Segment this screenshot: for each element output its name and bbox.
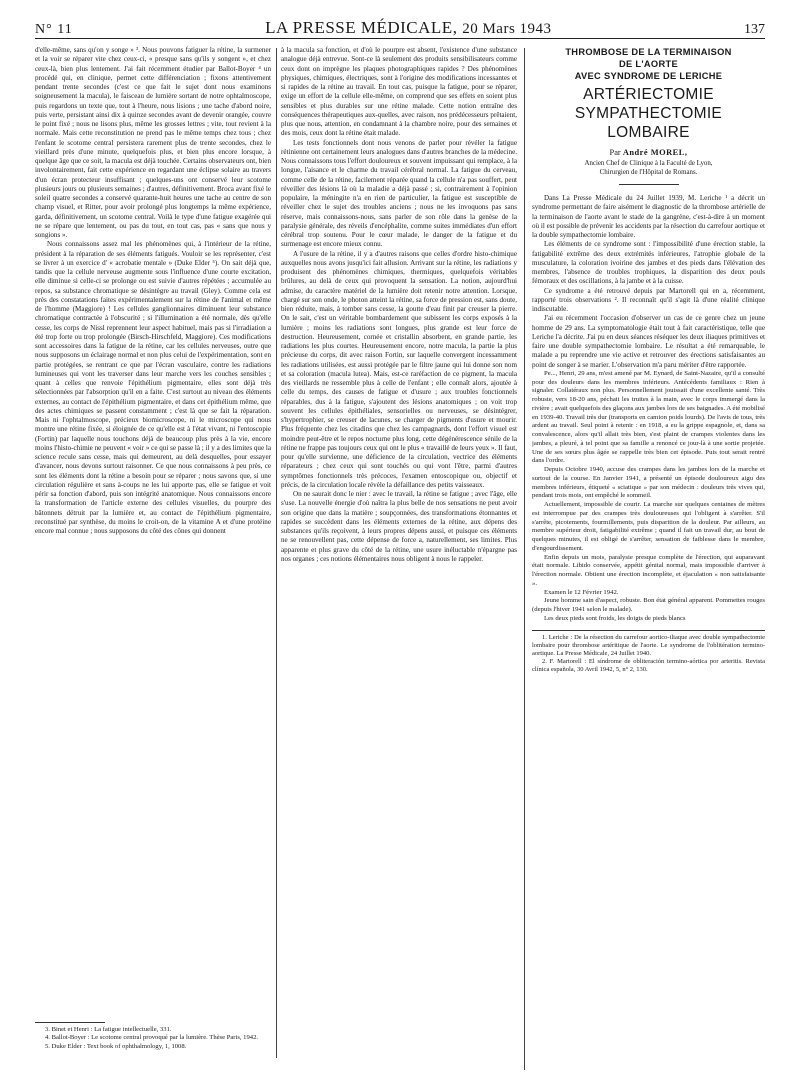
author-name: André MOREL, <box>622 148 688 157</box>
body-paragraph: Ce syndrome a été retrouvé depuis par Martorell qui en a, récemment, rapporté trois observations ². Il reconnaît qu'il s'agit là d'une réalité clinique indiscutable. <box>532 286 765 314</box>
column-1 <box>35 46 271 1014</box>
column-1-footnotes <box>35 1022 271 1051</box>
footnote: 3. Binet et Henri : La fatigue intellectuelle, 331. <box>45 1026 172 1033</box>
footnote: 1. Leriche : De la résection du carrefour aortico-iliaque avec double sympathectomie lombaire pour thrombose artéritique de l'aorte. Le syndrome de l'oblitération termino-aortique. La Presse Médicale, 24 Juillet 1940. <box>532 633 765 657</box>
footnote: 2. F. Martorell : El síndrome de obliteración termino-aórtica por arteritis. Revista clínica española, 30 Avril 1942, 5, n° 2, 130. <box>532 658 765 674</box>
case-paragraph: Enfin depuis un mois, paralysie presque complète de l'érection, qui auparavant était normale. Libido conservée, appétit génital normal, mais impossible d'arriver à l'érection normale. Obtient une érection incomplète, et éjaculation « non satisfaisante ». <box>532 553 765 587</box>
article-heading <box>532 46 765 185</box>
title-line: ARTÉRIECTOMIE <box>583 86 714 103</box>
case-paragraph: Actuellement, impossible de courir. La marche sur quelques centaines de mètres est interrompue par des crampes très douloureuses qui l'obligent à s'arrêter. S'il s'arrête, picotements, fourmillements, puis disparition de la douleur. Par ailleurs, au membre supérieur droit, fatigabilité extrême ; quand il fait un travail dur, au bout de quelques minutes, il est obligé de s'arrêter, sensation de faiblesse dans le membre, d'engourdissement. <box>532 501 765 552</box>
body-paragraph: J'ai eu récemment l'occasion d'observer un cas de ce genre chez un jeune homme de 29 ans. La symptomatologie était tout à fait caractéristique, telle que Leriche l'a décrite. J'ai pu en deux séances réséquer les deux iliaques primitives et faire une double sympathectomie lombaire. Le résultat a été remarquable, le malade a pu reprendre une vie active et retrouver des érections satisfaisantes au point de songer à se marier. L'observation m'a paru mériter d'être rapportée. <box>532 314 765 369</box>
article-author <box>532 148 765 157</box>
title-line: SYMPATHECTOMIE LOMBAIRE <box>574 105 723 141</box>
page-number: 137 <box>744 22 765 37</box>
issue-date: 20 Mars 1943 <box>462 21 552 37</box>
case-paragraph: Jeune homme sain d'aspect, robuste. Bon état général apparent. Pommettes rouges (depuis l'hiver 1941 selon le malade). <box>532 597 765 614</box>
author-affiliation <box>532 160 765 177</box>
column-3-article <box>532 46 765 1066</box>
case-paragraph: Depuis Octobre 1940, accuse des crampes dans les jambes lors de la marche et surtout de la course. En Janvier 1941, a présenté un épisode douloureux aigu des membres inférieurs, étiqueté « sciatique » par son médecin : douleurs très vives qui, pendant trois mois, ont empêché le sommeil. <box>532 466 765 500</box>
column-2 <box>281 46 517 1054</box>
footnote-rule <box>35 1022 105 1023</box>
body-paragraph: A l'usure de la rétine, il y a d'autres raisons que celles d'ordre histo-chimique auxquelles nous avons jusqu'ici fait allusion. Arrivant sur la rétine, les radiations y produisent des phénomènes chimiques, thermiques, quelquefois véritables brûlures, au delà de ceux qui provoquent la sensation. La notion, aujourd'hui admise, du caractère matériel de la lumière doit retenir notre attention. Lorsque, chargé sur son onde, le photon atteint la rétine, sa force de pression est, sans doute, bien réduite, mais, à tomber sans cesse, la goutte d'eau finit par creuser la pierre. On le sait, c'est un véritable bombardement que subissent les corps exposés à la lumière ; moins les radiations sont longues, plus grande est leur force de destruction. Heureusement, cornée et cristallin absorbent, en grande partie, les radiations les plus courtes. Heureusement encore, notre macula, la partie la plus précieuse du corps, dit avec raison Fortin, sur laquelle convergent incessamment les radiations utilisées, est aussi protégée par le filtre jaune qui lui donne son nom et sa coloration (macula lutea). Mais, est-ce raréfaction de ce pigment, la macula des vieillards ne ressemble plus à celle de l'enfant ; elle connaît alors, ajoutée à celle du temps, des causes de fatigue et d'usure ; aux troubles fonctionnels réparables, dus à la fatigue, s'ajoutent des lésions anatomiques ; on voit trop souvent les cellules épithéliales, sensorielles ou nerveuses, se désintégrer, s'hypertrophier, se creuser de lacunes, se charger de pigments d'usure et mourir. Plus fréquente chez les citadins que chez les campagnards, dont l'effort visuel est moindre peut-être et le repos nocturne plus long, cette dégénérescence sénile de la rétine ne frappe pas toujours ceux qui ont le plus « travaillé de leurs yeux ». Il faut, pour qu'elle survienne, une déficience de la circulation, vectrice des éléments réparateurs ; chez ceux qui sont touchés ou qui vont l'être, parmi d'autres symptômes fonctionnels très précoces, l'examen entoscopique ou, objectif et précis, de la circulation locale révèle la défaillance des petits vaisseaux. <box>281 249 517 489</box>
footnote: 4. Ballot-Boyer : Le scotome central provoqué par la lumière. Thèse Paris, 1942. <box>45 1034 259 1042</box>
article-title <box>532 85 765 142</box>
heading-rule <box>619 184 679 185</box>
issue-number: N° 11 <box>35 22 73 37</box>
journal-title <box>265 18 551 38</box>
kicker-line: DE L'AORTE <box>619 59 678 69</box>
body-paragraph: On ne saurait donc le nier : avec le travail, la rétine se fatigue ; avec l'âge, elle s'use. La nouvelle énergie d'où naîtra la plus belle de nos sensations ne peut avoir son origine que dans la matière ; soupçonnées, des transformations étonnantes et rapides se succèdent dans les éléments externes de la rétine, aux dépens des substances qu'ils reçoivent, à leurs propres dépens aussi, et puisque ces éléments ne se renouvellent pas, cette dépense de force a, naturellement, ses limites. Plus apparente et plus grave du côté de la rétine, une usure inéluctable n'épargne pas nos organes ; ces notions élémentaires nous obligent à nous le rappeler. <box>281 490 517 563</box>
page-header <box>35 12 765 39</box>
column-divider-1 <box>276 48 277 1058</box>
body-paragraph: Dans La Presse Médicale du 24 Juillet 1939, M. Leriche ¹ a décrit un syndrome permettant de faire aisément le diagnostic de la thrombose artérielle de la terminaison de l'aorte avant le stade de la gangrène, c'est-à-dire à un moment où il est possible de prévenir les accidents par la résection du carrefour aortique et la double sympathectomie lombaire. <box>532 194 765 240</box>
body-paragraph: d'elle-même, sans qu'on y songe » ³. Nous pouvons fatiguer la rétine, la surmener et la voir se réparer vite chez ceux-ci, « presque sans qu'ils y songent », et chez ceux-là, bien plus lentement. J'ai fait récemment étudier par Ballot-Boyer ⁴ un procédé qui, en clinique, permet cette différenciation ; fixons attentivement pendant trente secondes (c'est ce que fait le sujet dont nous examinons soigneusement la macula), le faisceau de lumière sortant de notre ophtalmoscope, puis regardons un texte que, tout à l'heure, nous lisions ; une tache d'abord noire, puis verte, persistant ainsi dix à quinze secondes avant de devenir orangée, couvre le point fixé ; nous ne lisons plus, même les grosses lettres ; vite, tout revient à la normale. Mais cette reconstitution ne prend pas le même temps chez tous ; chez l'enfant le scotome central persistera rarement plus de trente secondes, chez le vieillard près d'une minute, quelquefois plus, et bien plus encore lorsque, à quelque âge que ce soit, la macula est déjà touchée. Certains observateurs ont, bien involontairement, fait cette expérience en regardant une éclipse solaire au travers d'un écran protecteur insuffisant ; quelques-uns ont conservé leur scotome plusieurs jours ou plusieurs semaines ; d'autres, définitivement. Broca avant fixé le soleil quatre secondes a conservé quarante-huit heures une tache au centre de son champ visuel, et Ritter, pour avoir prolongé plus longtemps la même expérience, garda, définitivement, un scotome central. Voilà le type d'une fatigue exagérée qui ne se répare que lentement, ou pas du tout, en tout cas, pas « sans que nous y songions ». <box>35 46 271 239</box>
case-report <box>532 370 765 624</box>
body-paragraph: Nous connaissons assez mal les phénomènes qui, à l'intérieur de la rétine, président à la réparation de ses éléments fatigués. Vouloir se les représenter, c'est se livrer à un exercice d' « acrobatie mentale » (Duke Elder ⁵). On sait déjà que, tandis que la cellule nerveuse augmente sous l'influence d'une courte excitation, elle diminue si celle-ci se prolonge ou est suivie d'autres répétées ; accumulée au repos, sa substance chromatique se désintègre au travail (Gley). Comme cela est près des constatations faites expérimentalement sur la rétine de l'animal et même de l'homme (Maggiore) ! Les cellules ganglionnaires diminuent leur substance chromatique contractée à l'obscurité ; si l'illumination a été normale, dès qu'elle cesse, les corps de Nissl reprennent leur aspect habituel, mais pas si l'irradiation a été trop forte ou trop prolongée (Birsch-Hirschfeld, Maggiore). Ces modifications sont accessoires dans la fatigue de la rétine, car les cellules nerveuses, outre que nous supposons un éclairage normal et non plus celui de l'expérimentation, sont en partie protégées, se rentrant ce que par l'écran vasculaire, contre les radiations lumineuses qui vont les traverser dans leur marche vers les couches sensibles ; quant à celles que renvoie l'épithélium pigmentaire, elles sont déjà très sélectionnées par l'absorption qu'il en a faite. C'est surtout au niveau des éléments externes, au contact de l'épithélium pigmentaire, et dans cet épithélium même, que des actes chimiques se passent constamment ; c'est là que se fait la réparation. Mais ni l'ophtalmoscope, précieux biomicroscope, ni le microscope qui nous montre une rétine fixée, si éloignée de ce qu'elle est à l'état vivant, ni l'entoscopie (Fortin) par laquelle nous touchons déjà de beaucoup plus près à la vie, encore moins l'histo-chimie ne peuvent « voir » ce qui se passe là ; il y a des limites que la science recule sans cesse, mais qui demeurent, au delà desquelles, pour essayer d'avancer, nous devons surtout raisonner. Ce que nous connaissons à peu près, ce sont les éléments dont la rétine a besoin pour se réparer ; nous savons que, si une circulation régulière et sans à-coups ne les lui apporte pas, elle se fatigue et voit périr sa fonction d'abord, puis son intégrité anatomique. Nous connaissons encore la transformation de l'article externe des cellules visuelles, du pourpre des bâtonnets détruit par la lumière et, au contact de l'épithélium pigmentaire, reconstitué par synthèse, du moins le croit-on, de la vitamine A et d'une protéine encore mal connue ; nous supposons du côté des cônes qui donnent <box>35 240 271 535</box>
body-paragraph: Les éléments de ce syndrome sont : l'impossibilité d'une érection stable, la fatigabilité extrême des deux extrémités inférieures, l'atrophie globale de la musculature, la coloration ivoirine des jambes et des pieds dans l'élévation des membres, l'absence de troubles trophiques, la disparition des deux pouls fémoraux et des oscillations, à la jambe et à la cuisse. <box>532 240 765 286</box>
body-paragraph: à la macula sa fonction, et d'où le pourpre est absent, l'existence d'une substance analogue déjà entrevue. Sont-ce là seulement des produits sensibilisateurs comme ceux dont on imprègne les plaques photographiques rapides ? Des phénomènes physiques, chimiques, électriques, sont à l'origine des modifications incessantes et si rapides de la rétine au travail. En tout cas, puisque la fatigue, pour se réparer, exige un effort de la cellule elle-même, on comprend que ses effets en soient plus sensibles et plus durables sur une rétine malade. Cette notion entraîne des conséquences thérapeutiques aux-quelles, avec raison, nos prédécesseurs prêtaient, plus que nous, attention, en condamnant à la chambre noire, pour des semaines et des mois, ceux dont la rétine était malade. <box>281 46 517 138</box>
affiliation-line: Ancien Chef de Clinique à la Faculté de Lyon, <box>584 160 713 168</box>
footnote: 5. Duke Elder : Text book of ophthalmology, 1, 1008. <box>45 1042 187 1050</box>
case-paragraph: Les deux pieds sont froids, les doigts de pieds blancs <box>544 614 686 622</box>
body-paragraph: Les tests fonctionnels dont nous venons de parler pour révéler la fatigue rétinienne ont certainement leurs analogues dans d'autres branches de la médecine. Nous connaissons tous l'effort douloureux et souvent impuissant qui remplace, à la longue, l'aisance et le charme du travail cérébral normal. La fatigue du cerveau, comme celle de la rétine, facilement réparée quand la cellule n'a pas souffert, peut réveiller des lésions là où la maladie a déjà passé ; si, contrairement à l'opinion populaire, la méningite n'a en rien de particulier, la fatigue est susceptible de réveiller chez le sujet des troubles anciens ; nous ne les invoquons pas sans réserve, mais connaissons-nous, sans parler de son rôle dans la genèse de la paralysie générale, des réveils d'encéphalite, comme suites immédiates d'un effort cérébral trop soutenu. Pour le cœur malade, le danger de la fatigue et du surmenage est encore mieux connu. <box>281 138 517 249</box>
author-prefix: Par <box>609 148 621 157</box>
journal-name: LA PRESSE MÉDICALE, <box>265 18 458 37</box>
kicker-line: AVEC SYNDROME DE LERICHE <box>574 71 723 81</box>
affiliation-line: Chirurgien de l'Hôpital de Romans. <box>599 168 698 176</box>
case-paragraph: Pe..., Henri, 29 ans, m'est amené par M. Eynard, de Saint-Nazaire, qu'il a consulté pour des douleurs dans les membres inférieurs. Antécédents familiaux : Rien à signaler. Collatéraux non plus. Personnellement jouissait d'une excellente santé. Très robuste, vers 18-20 ans, péchait les truites à la main, avec le corps immergé dans la rivière ; avait quelquefois des glaçons aux jambes lors de ses baignades. A été mobilisé en 1939-40. Travail très dur (transports en camion poids lourds). De l'avis de tous, très ardent au travail. Seul point à retenir : en 1918, a eu la grippe espagnole, et, dans sa convalescence, alors qu'il allait très bien, s'est plaint de crampes violentes dans les jambes, a pleuré, à tel point que sa famille a renoncé ce jour-là à une sortie projetée. Une de ses sœurs plus âgée se rappelle très bien cet épisode. Puis tout serait rentré dans l'ordre. <box>532 369 765 465</box>
column-3-footnotes <box>532 630 765 675</box>
column-divider-2 <box>524 48 525 1070</box>
case-paragraph: Examen le 12 Février 1942. <box>544 588 619 596</box>
article-kicker <box>532 46 765 82</box>
kicker-line: THROMBOSE DE LA TERMINAISON <box>565 47 732 57</box>
